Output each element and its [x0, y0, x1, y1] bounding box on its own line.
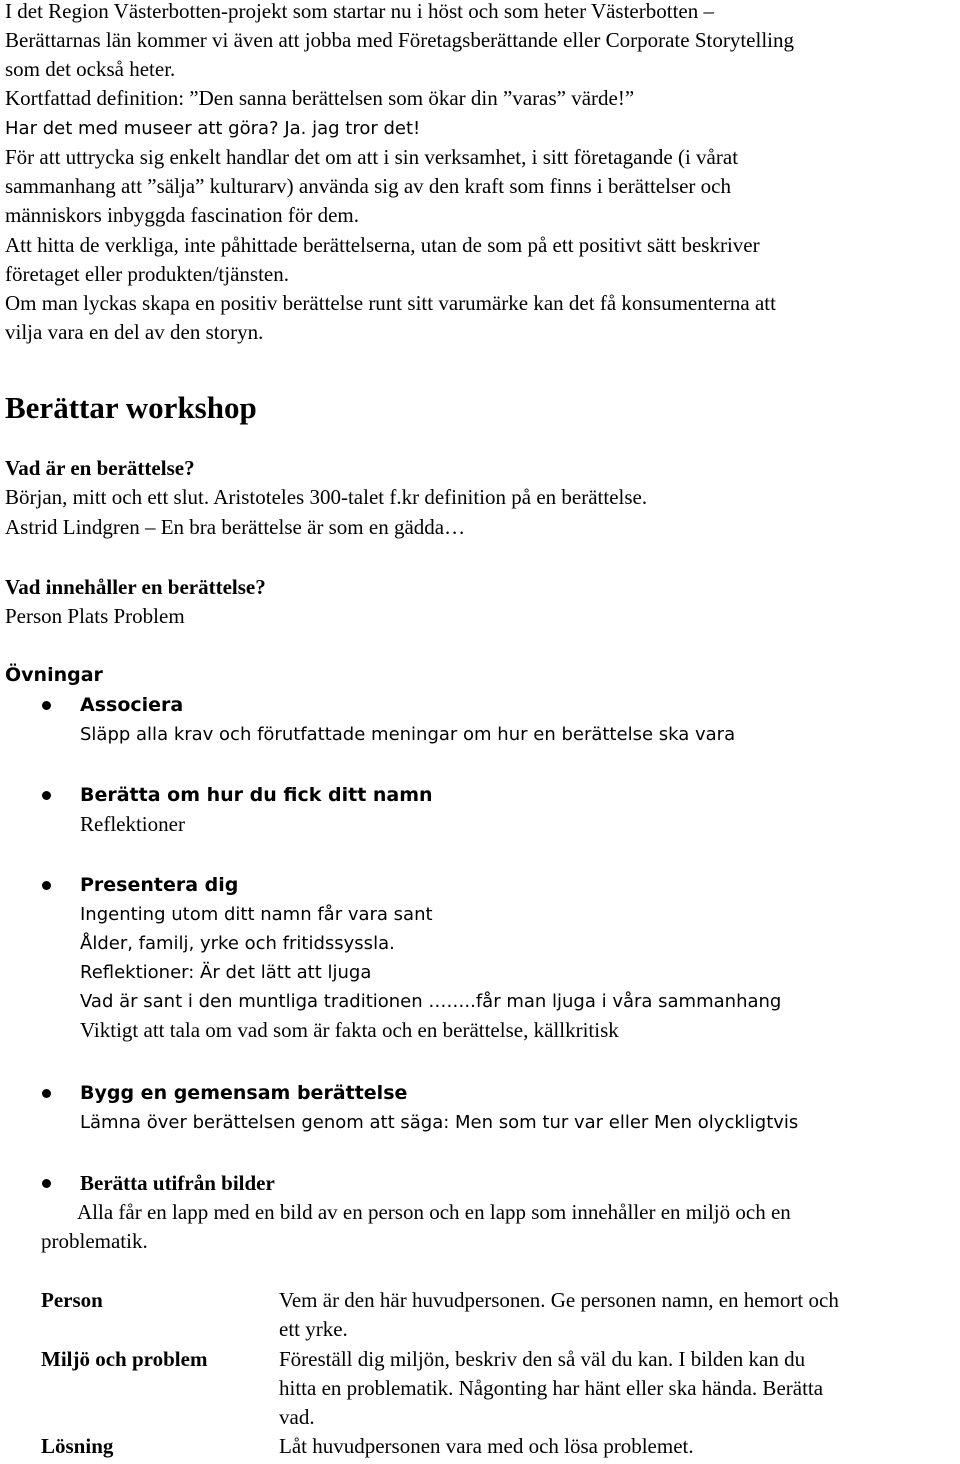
definition-description — [279, 1432, 960, 1461]
workshop-heading: Berättar workshop — [5, 390, 257, 425]
exercises-heading: Övningar — [5, 664, 103, 686]
definition-description — [279, 1345, 960, 1432]
exercise-title: Presentera dig — [80, 874, 239, 896]
definition-line: hitta en problematik. Någonting har hänt eller ska hända. Berätta — [279, 1376, 824, 1400]
definition-description — [279, 1286, 960, 1344]
exercise-line: problematik. — [41, 1229, 148, 1253]
definition-term: Miljö och problem — [41, 1347, 208, 1371]
answer-line: Början, mitt och ett slut. Aristoteles 300-talet f.kr definition på en berättelse. — [5, 485, 648, 509]
intro-line: Berättarnas län kommer vi även att jobba med Företagsberättande eller Corporate Storytelling — [5, 28, 794, 52]
exercise-line: Reflektioner — [80, 812, 185, 836]
definition-term: Lösning — [41, 1434, 114, 1458]
intro-line: människors inbyggda fascination för dem. — [5, 203, 360, 227]
exercise-title: Berätta om hur du fick ditt namn — [80, 784, 433, 806]
intro-line: företaget eller produkten/tjänsten. — [5, 262, 289, 286]
intro-line: Om man lyckas skapa en positiv berättelse runt sitt varumärke kan det få konsumenterna att — [5, 291, 776, 315]
bullet-icon — [42, 791, 51, 800]
exercise-line: Ingenting utom ditt namn får vara sant — [80, 904, 433, 925]
bullet-icon — [42, 1179, 51, 1188]
exercise-title: Associera — [80, 694, 184, 716]
intro-line: sammanhang att ”sälja” kulturarv) använda sig av den kraft som finns i berättelser och — [5, 174, 731, 198]
definition-line: vad. — [279, 1405, 315, 1429]
exercise-line: Viktigt att tala om vad som är fakta och en berättelse, källkritisk — [80, 1018, 619, 1042]
exercise-line: Lämna över berättelsen genom att säga: Men som tur var eller Men olyckligtvis — [80, 1112, 799, 1133]
exercise-line: Ålder, familj, yrke och fritidssyssla. — [80, 933, 395, 954]
definition-line: Föreställ dig miljön, beskriv den så väl du kan. I bilden kan du — [279, 1347, 806, 1371]
definition-line: Kortfattad definition: ”Den sanna berättelsen som ökar din ”varas” värde!” — [5, 86, 635, 110]
definition-line: Låt huvudpersonen vara med och lösa problemet. — [279, 1434, 694, 1458]
exercise-title: Berätta utifrån bilder — [80, 1171, 275, 1195]
question-heading: Vad innehåller en berättelse? — [5, 575, 266, 599]
answer-line: Person Plats Problem — [5, 604, 185, 628]
definition-line: Vem är den här huvudpersonen. Ge personen namn, en hemort och — [279, 1288, 839, 1312]
question-heading: Vad är en berättelse? — [5, 456, 195, 480]
bullet-icon — [42, 701, 51, 710]
museum-question-line: Har det med museer att göra? Ja. jag tror det! — [5, 118, 421, 139]
intro-line: I det Region Västerbotten-projekt som startar nu i höst och som heter Västerbotten – — [5, 0, 714, 23]
intro-line: För att uttrycka sig enkelt handlar det om att i sin verksamhet, i sitt företagande (i vårat — [5, 145, 739, 169]
bullet-icon — [42, 881, 51, 890]
definition-term: Person — [41, 1288, 103, 1312]
intro-line: vilja vara en del av den storyn. — [5, 320, 264, 344]
intro-line: som det också heter. — [5, 57, 176, 81]
exercise-line: Vad är sant i den muntliga traditionen ……..får man ljuga i våra sammanhang — [80, 991, 782, 1012]
exercise-line: Alla får en lapp med en bild av en person och en lapp som innehåller en miljö och en — [77, 1200, 791, 1224]
bullet-icon — [42, 1089, 51, 1098]
answer-line: Astrid Lindgren – En bra berättelse är som en gädda… — [5, 515, 466, 539]
exercise-title: Bygg en gemensam berättelse — [80, 1082, 408, 1104]
intro-line: Att hitta de verkliga, inte påhittade berättelserna, utan de som på ett positivt sätt beskriver — [5, 233, 760, 257]
exercise-line: Reflektioner: Är det lätt att ljuga — [80, 962, 372, 983]
definition-line: ett yrke. — [279, 1317, 348, 1341]
exercise-line: Släpp alla krav och förutfattade meningar om hur en berättelse ska vara — [80, 724, 736, 745]
